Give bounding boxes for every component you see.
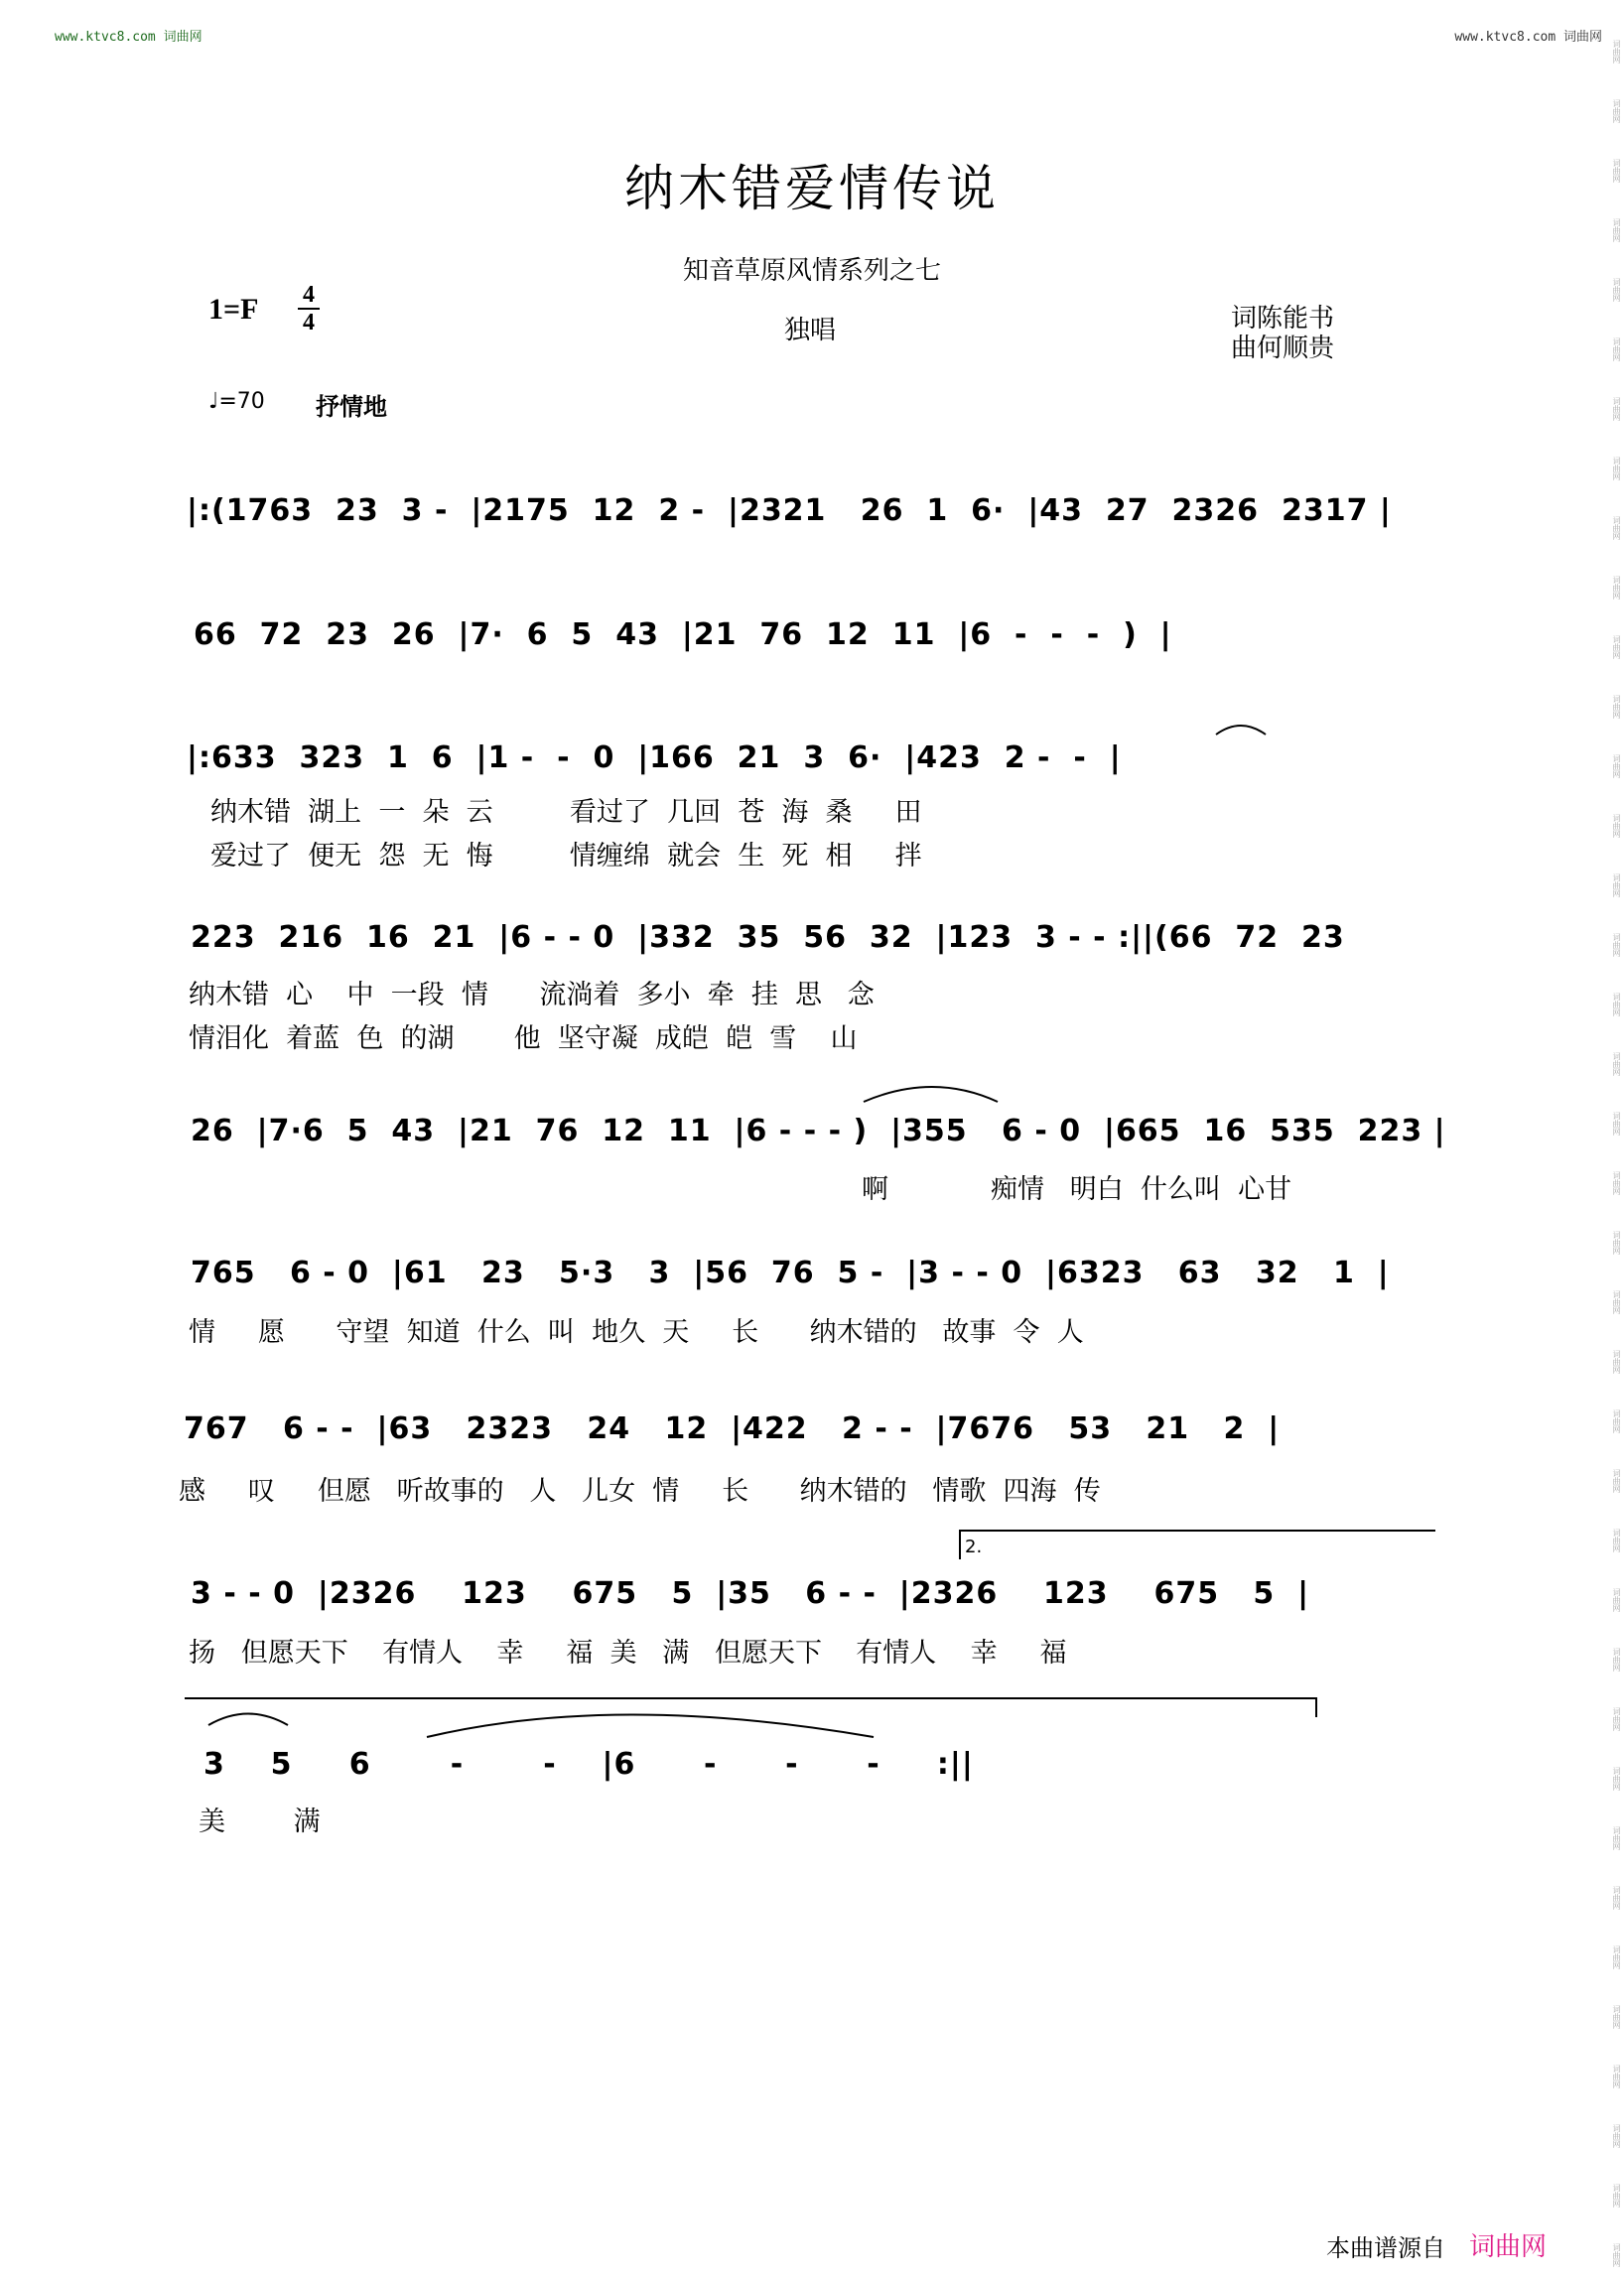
notes-row-6: 765 6 - 0 |61 23 5·3 3 |56 76 5 - |3 - - 0 |6323 63 32 1 | xyxy=(191,1256,1390,1290)
side-watermark-text: 词曲网 xyxy=(1612,1409,1621,1433)
side-watermark-text: 词曲网 xyxy=(1612,635,1621,659)
side-watermark-text: 词曲网 xyxy=(1612,1052,1621,1076)
side-watermark-text: 词曲网 xyxy=(1612,1767,1621,1791)
notes-row-2: 66 72 23 26 |7· 6 5 43 |21 76 12 11 |6 - - - ) | xyxy=(194,617,1172,652)
side-watermark-text: 词曲网 xyxy=(1612,397,1621,421)
watermark-left: www.ktvc8.com 词曲网 xyxy=(55,30,203,45)
lyrics-row-9: 美 满 xyxy=(199,1807,321,1837)
side-watermark-text: 词曲网 xyxy=(1612,457,1621,480)
notes-row-5: 26 |7·6 5 43 |21 76 12 11 |6 - - - ) |355 6 - 0 |665 16 535 223 | xyxy=(191,1114,1446,1148)
side-watermark-text: 词曲网 xyxy=(1612,754,1621,778)
side-watermark-text: 词曲网 xyxy=(1612,516,1621,540)
side-watermark-text: 词曲网 xyxy=(1612,1350,1621,1374)
side-watermark-text: 词曲网 xyxy=(1612,1469,1621,1493)
side-watermark-text: 词曲网 xyxy=(1612,1648,1621,1672)
notes-row-9: 3 5 6 - - |6 - - - :|| xyxy=(203,1747,974,1782)
footer-source-label: 本曲谱源自 xyxy=(1326,2234,1445,2262)
lyrics-row-7: 感 叹 但愿 听故事的 人 儿女 情 长 纳木错的 情歌 四海 传 xyxy=(179,1476,1101,1507)
side-watermark-text: 词曲网 xyxy=(1612,2184,1621,2208)
lyrics-row-4-verse-1: 纳木错 心 中 一段 情 流淌着 多小 牵 挂 思 念 xyxy=(189,980,875,1010)
side-watermark-text: 词曲网 xyxy=(1612,1707,1621,1731)
side-watermark-text: 词曲网 xyxy=(1612,2005,1621,2029)
side-watermark-text: 词曲网 xyxy=(1612,814,1621,838)
side-watermark-text: 词曲网 xyxy=(1612,695,1621,719)
side-watermark-text: 词曲网 xyxy=(1612,1886,1621,1910)
side-watermark-text: 词曲网 xyxy=(1612,99,1621,123)
notes-row-4: 223 216 16 21 |6 - - 0 |332 35 56 32 |123 3 - - :||(66 72 23 xyxy=(191,920,1345,955)
lyrics-row-6: 情 愿 守望 知道 什么 叫 地久 天 长 纳木错的 故事 令 人 xyxy=(189,1317,1084,1348)
side-watermark-text: 词曲网 xyxy=(1612,576,1621,600)
side-watermark-text: 词曲网 xyxy=(1612,1529,1621,1552)
footer-brand-link[interactable]: 词曲网 xyxy=(1468,2232,1547,2262)
side-watermark-text: 词曲网 xyxy=(1612,2243,1621,2267)
side-watermark-text: 词曲网 xyxy=(1612,40,1621,64)
lyrics-row-3-verse-2: 爱过了 便无 怨 无 悔 情缠绵 就会 生 死 相 拌 xyxy=(210,841,922,871)
expression-marking: 抒情地 xyxy=(316,393,387,421)
volta-second-ending: 2. xyxy=(965,1537,983,1557)
side-watermark-text: 词曲网 xyxy=(1612,1945,1621,1969)
key-signature: 1=F xyxy=(208,293,259,326)
composer: 曲何顺贵 xyxy=(1231,334,1335,363)
notes-row-3: |:633 323 1 6 |1 - - 0 |166 21 3 6· |423 2 - - | xyxy=(187,740,1122,775)
side-watermark-text: 词曲网 xyxy=(1612,1231,1621,1255)
side-watermark-text: 词曲网 xyxy=(1612,933,1621,957)
lyrics-row-3-verse-1: 纳木错 湖上 一 朵 云 看过了 几回 苍 海 桑 田 xyxy=(210,797,922,828)
watermark-right: www.ktvc8.com 词曲网 xyxy=(1454,30,1602,45)
time-sig-top: 4 xyxy=(303,282,315,308)
side-watermark-text: 词曲网 xyxy=(1612,2065,1621,2088)
voice-type: 独唱 xyxy=(784,316,837,345)
side-watermark-text: 词曲网 xyxy=(1612,218,1621,242)
side-watermark-text: 词曲网 xyxy=(1612,993,1621,1016)
lyrics-row-5: 啊 痴情 明白 什么叫 心甘 xyxy=(862,1174,1292,1205)
song-subtitle: 知音草原风情系列之七 xyxy=(682,256,941,286)
time-sig-bottom: 4 xyxy=(303,310,315,335)
notes-row-1: |:(1763 23 3 - |2175 12 2 - |2321 26 1 6· |43 27 2326 2317 | xyxy=(187,493,1392,528)
side-watermark-text: 词曲网 xyxy=(1612,1588,1621,1612)
lyricist: 词陈能书 xyxy=(1231,304,1335,334)
side-watermark-text: 词曲网 xyxy=(1612,1112,1621,1136)
lyrics-row-4-verse-2: 情泪化 着蓝 色 的湖 他 坚守凝 成皑 皑 雪 山 xyxy=(189,1023,858,1054)
song-title: 纳木错爱情传说 xyxy=(624,160,1000,217)
tempo-marking: ♩=70 xyxy=(208,389,265,414)
notes-row-7: 767 6 - - |63 2323 24 12 |422 2 - - |7676 53 21 2 | xyxy=(184,1411,1281,1446)
side-watermark-text: 词曲网 xyxy=(1612,1290,1621,1314)
side-watermark-text: 词曲网 xyxy=(1612,278,1621,302)
lyrics-row-8: 扬 但愿天下 有情人 幸 福 美 满 但愿天下 有情人 幸 福 xyxy=(189,1638,1067,1669)
side-watermark-text: 词曲网 xyxy=(1612,1171,1621,1195)
side-watermark-text: 词曲网 xyxy=(1612,1826,1621,1850)
side-watermark-text: 词曲网 xyxy=(1612,337,1621,361)
side-watermark-text: 词曲网 xyxy=(1612,159,1621,183)
side-watermark-text: 词曲网 xyxy=(1612,873,1621,897)
notes-row-8: 3 - - 0 |2326 123 675 5 |35 6 - - |2326 123 675 5 | xyxy=(191,1576,1310,1611)
side-watermark-text: 词曲网 xyxy=(1612,2124,1621,2148)
